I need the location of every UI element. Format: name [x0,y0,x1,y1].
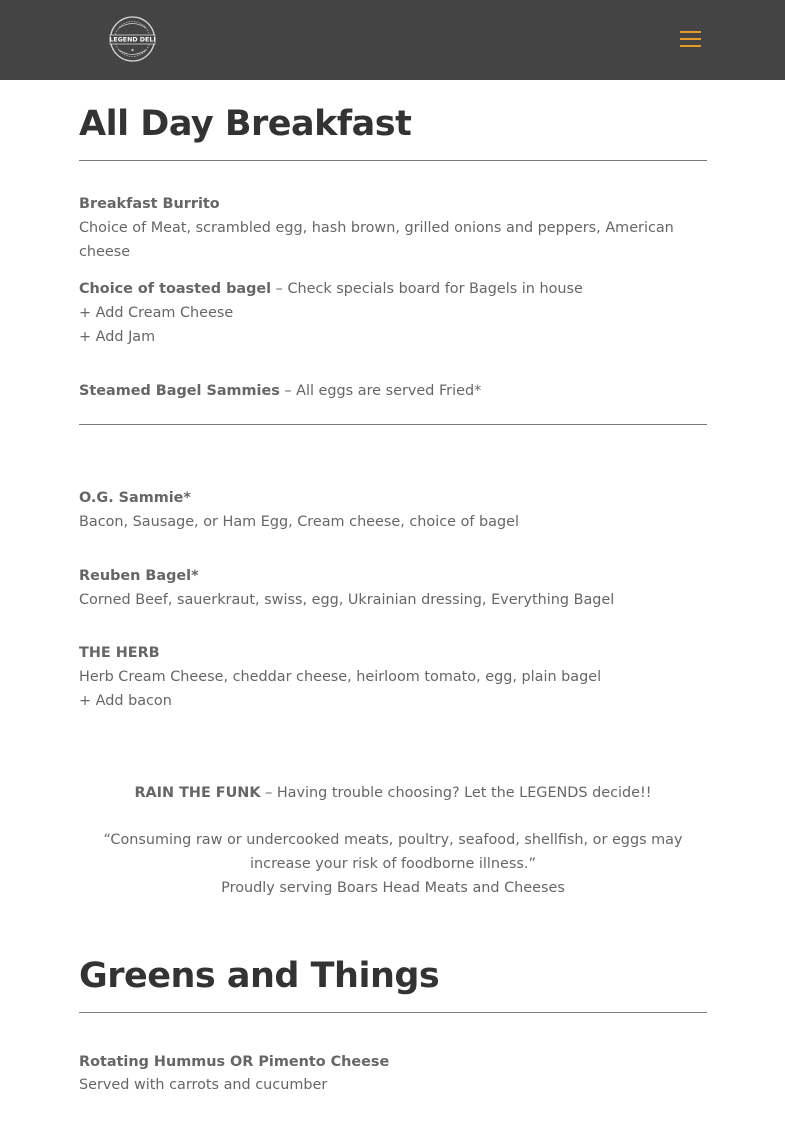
section-title-greens: Greens and Things [79,956,440,996]
divider [79,1012,707,1013]
legend-deli-logo[interactable] [108,16,157,62]
item-sammies [79,379,707,403]
addon-jam: + Add Jam [79,329,156,345]
item-desc-sammies: – All eggs are served Fried* [279,383,482,399]
item-desc-funk: – Having trouble choosing? Let the LEGENDS decide!! [260,785,652,801]
item-funk [79,781,707,805]
divider [79,160,707,161]
item-name-funk: RAIN THE FUNK [134,785,261,801]
section-title-breakfast: All Day Breakfast [79,104,412,144]
item-name-bagel: Choice of toasted bagel [79,281,272,297]
menu-hamburger-icon[interactable] [680,31,701,47]
item-desc-burrito: Choice of Meat, scrambled egg, hash brown, grilled onions and peppers, American cheese [79,220,674,260]
divider [79,424,707,425]
food-safety-disclaimer: “Consuming raw or undercooked meats, poultry, seafood, shellfish, or eggs may increase your risk of foodborne illness.” [103,832,683,872]
item-desc-hummus: Served with carrots and cucumber [79,1077,328,1093]
item-desc-og: Bacon, Sausage, or Ham Egg, Cream cheese, choice of bagel [79,514,519,530]
item-name-sammies: Steamed Bagel Sammies [79,383,280,399]
item-bagel [79,277,707,301]
item-desc-herb: Herb Cream Cheese, cheddar cheese, heirloom tomato, egg, plain bagel [79,669,602,685]
addon-bacon: + Add bacon [79,693,172,709]
logo-badge-icon [108,16,157,62]
addon-cream-cheese: + Add Cream Cheese [79,305,234,321]
item-desc-bagel: – Check specials board for Bagels in house [271,281,583,297]
item-name-og: O.G. Sammie* [79,490,191,506]
boars-head-note: Proudly serving Boars Head Meats and Cheeses [221,880,565,896]
logo-text: LEGEND DELI [109,36,156,44]
site-header [0,0,785,80]
item-name-reuben: Reuben Bagel* [79,568,199,584]
item-name-hummus: Rotating Hummus OR Pimento Cheese [79,1054,390,1070]
item-desc-reuben: Corned Beef, sauerkraut, swiss, egg, Ukrainian dressing, Everything Bagel [79,592,615,608]
item-name-herb: THE HERB [79,645,160,661]
item-name-burrito: Breakfast Burrito [79,196,220,212]
